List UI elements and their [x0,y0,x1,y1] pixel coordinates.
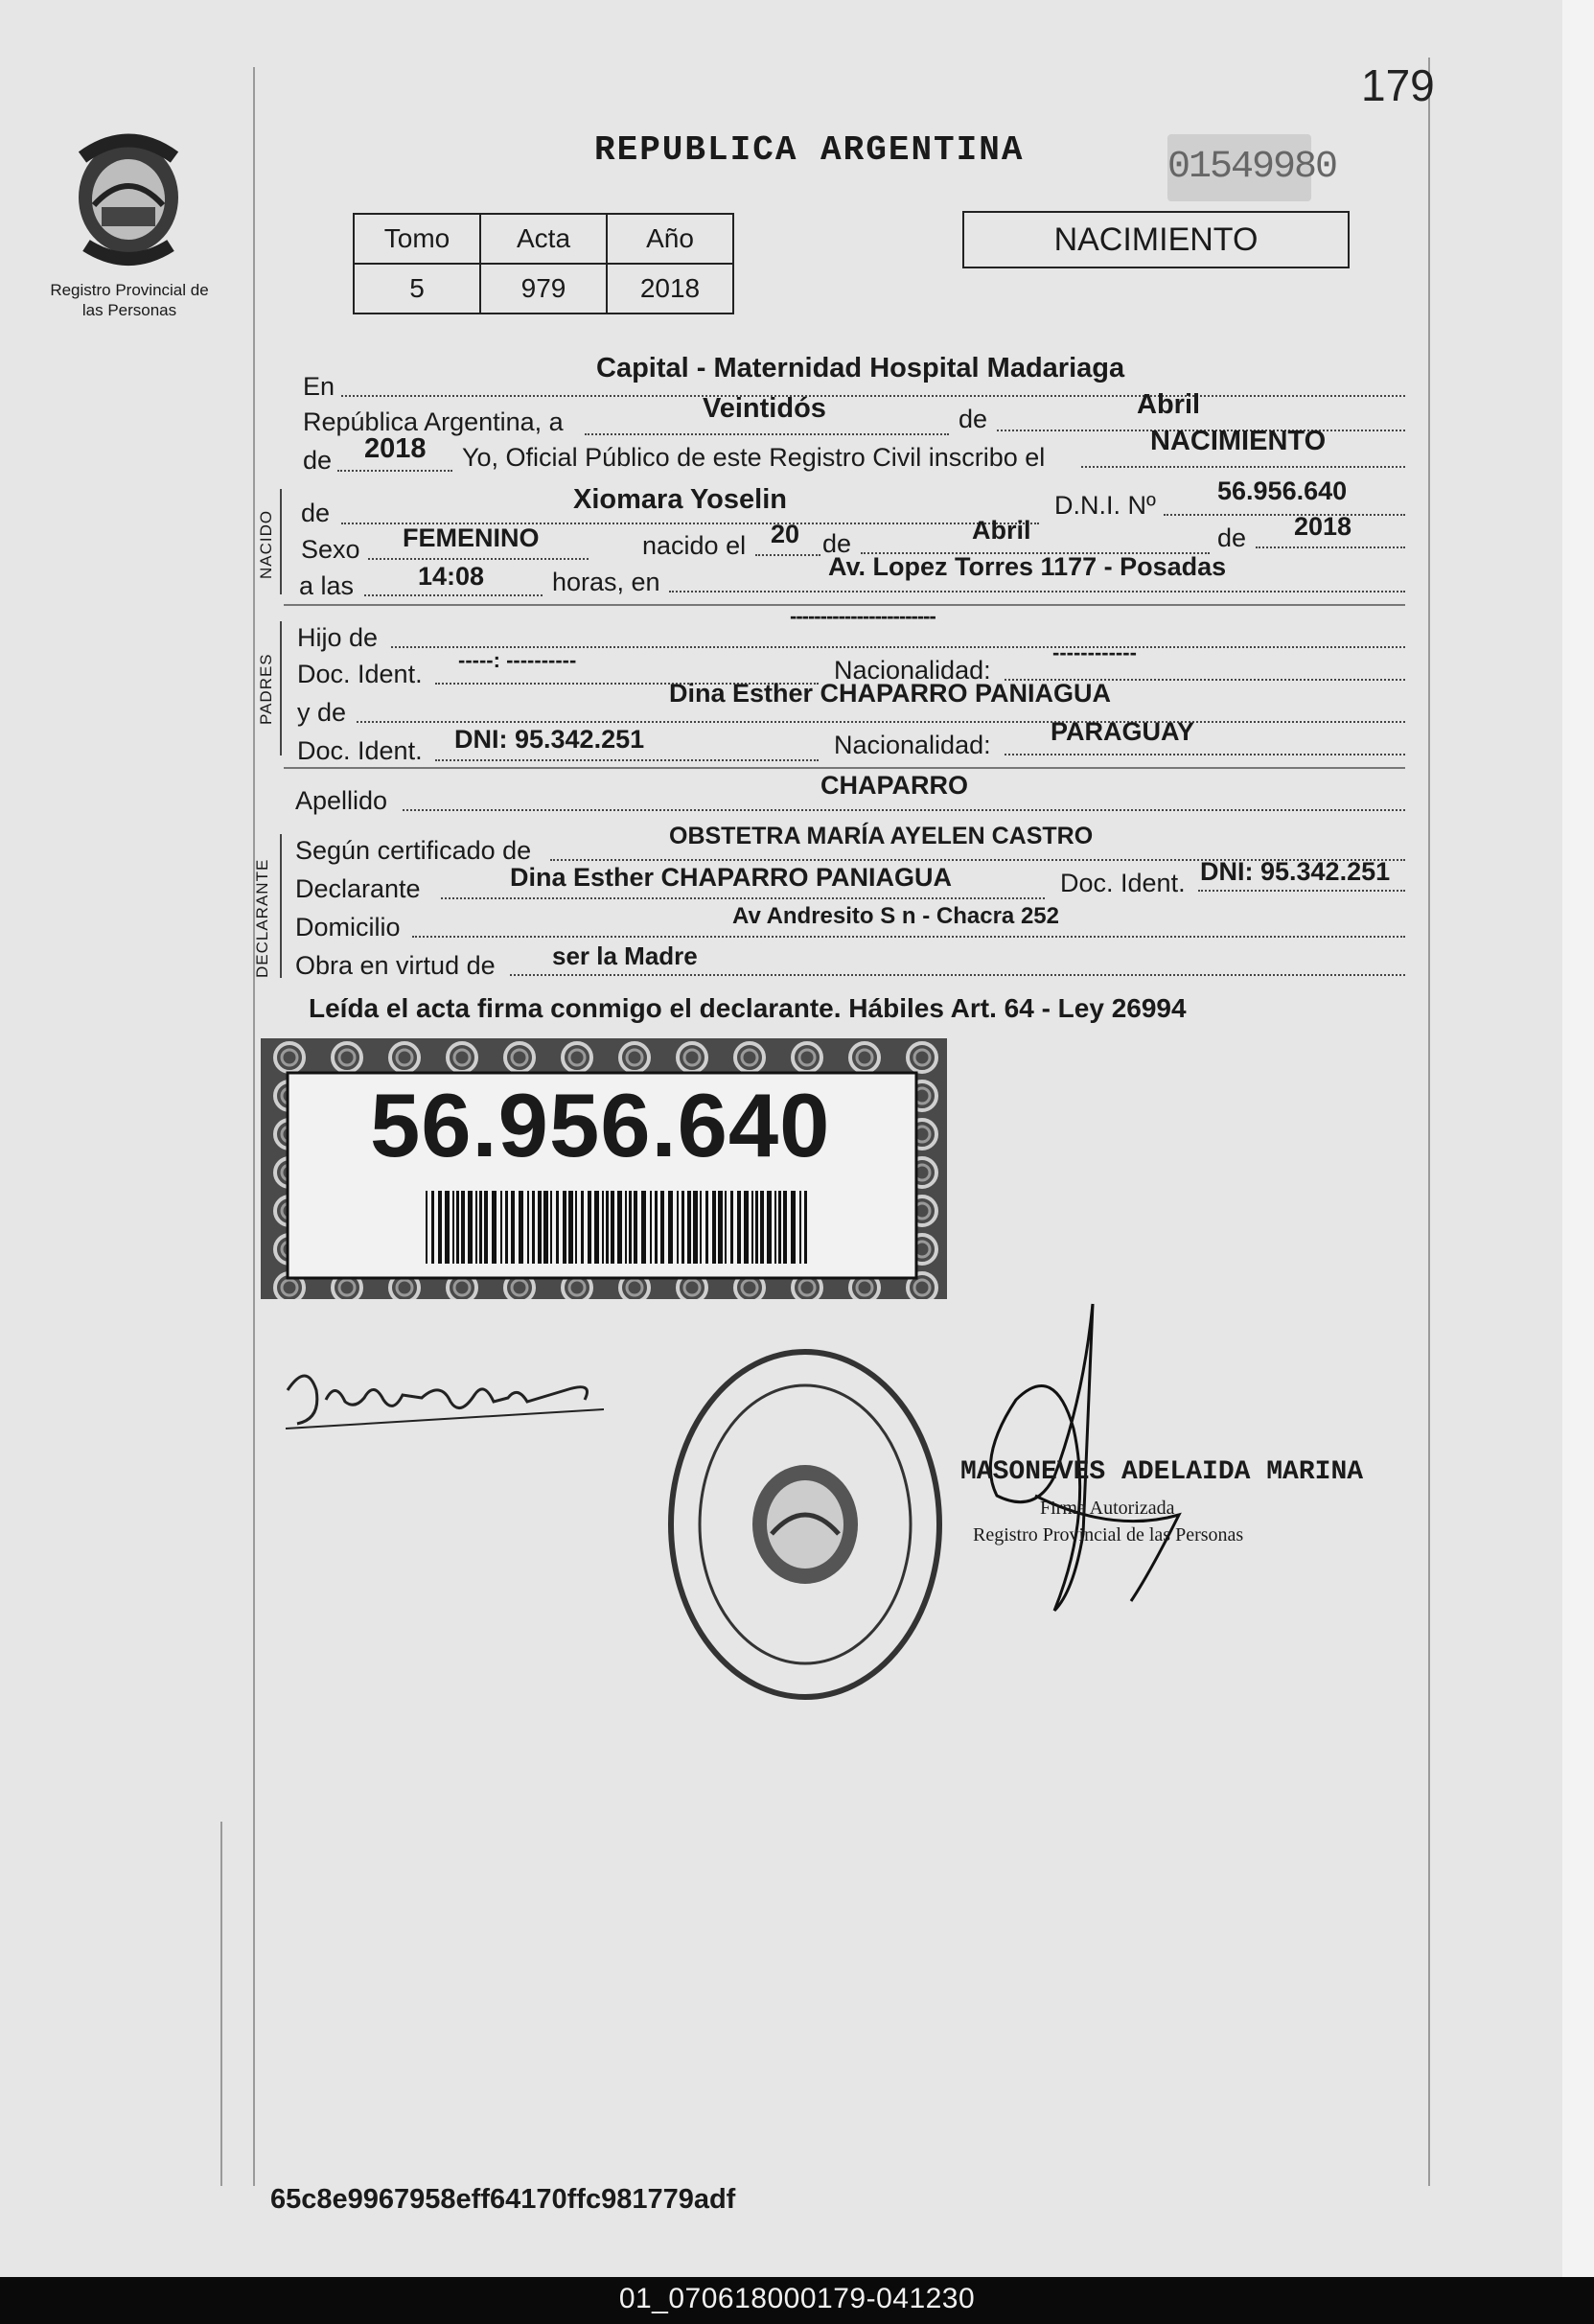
barcode-bar [751,1191,753,1264]
barcode-bar [479,1191,482,1264]
value-tipo: NACIMIENTO [1150,426,1327,456]
barcode-bar [611,1191,614,1264]
province-crest-icon [63,128,194,272]
label-doc-ident-1: Doc. Ident. [297,660,423,688]
barcode-bar [538,1191,542,1264]
barcode-bar [602,1191,604,1264]
officer-title: Firma Autorizada [1040,1498,1175,1519]
dotted-line [337,470,452,472]
header-acta: Acta [480,214,607,264]
value-hora: 14:08 [418,562,485,591]
barcode-bar [617,1191,622,1264]
footer-id: 01_070618000179-041230 [618,2283,976,2314]
document-title: REPUBLICA ARGENTINA [594,130,1025,170]
dotted-line [1164,514,1405,516]
left-margin-line [253,67,255,2186]
left-margin-line-lower [220,1822,222,2186]
barcode-bar [588,1191,591,1264]
barcode-bar [693,1191,698,1264]
value-acta: 979 [480,264,607,314]
barcode-bar [767,1191,772,1264]
label-de-name: de [301,499,331,527]
barcode-bar [730,1191,733,1264]
barcode-bar [505,1191,508,1264]
barcode-bar [563,1191,566,1264]
barcode-bar [641,1191,646,1264]
barcode-bar [744,1191,749,1264]
label-dni: D.N.I. Nº [1054,491,1156,520]
barcode-bar [445,1191,450,1264]
label-doc-ident-3: Doc. Ident. [1060,869,1186,897]
barcode-bar [468,1191,473,1264]
dotted-line [755,554,820,556]
label-sexo: Sexo [301,535,360,564]
barcode-bar [581,1191,584,1264]
barcode-bar [625,1191,627,1264]
barcode-bar [568,1191,573,1264]
record-type-box: NACIMIENTO [962,211,1350,268]
label-declarante: Declarante [295,874,421,903]
barcode-bar [475,1191,477,1264]
dotted-line [357,721,1405,723]
page-edge [1562,0,1594,2277]
header-anio: Año [607,214,733,264]
label-horas-en: horas, en [552,568,660,596]
label-domicilio: Domicilio [295,913,401,941]
barcode-bar [655,1191,658,1264]
barcode-bar [774,1191,776,1264]
label-hijo-de: Hijo de [297,623,379,652]
label-a-las: a las [299,571,355,600]
value-madre-doc: DNI: 95.342.251 [454,725,645,754]
closing-statement: Leída el acta firma conmigo el declarante. Hábiles Art. 64 - Ley 26994 [309,993,1187,1023]
barcode-bar [606,1191,609,1264]
page-number: 179 [1361,60,1435,110]
barcode-bar [778,1191,781,1264]
record-table-values [354,264,733,314]
barcode-bar [543,1191,548,1264]
label-obra: Obra en virtud de [295,951,496,980]
barcode-bar [791,1191,796,1264]
value-madre-nac: PARAGUAY [1051,717,1195,746]
barcode-bar [438,1191,442,1264]
value-anio: 2018 [607,264,733,314]
officer-name: MASONEVES ADELAIDA MARINA [960,1457,1364,1487]
label-de: de [959,405,988,433]
value-padre-doc: -----: ---------- [458,648,577,672]
value-nac-anio: 2018 [1294,512,1352,541]
value-declarante-dom: Av Andresito S n - Chacra 252 [732,903,1059,929]
barcode-bar [804,1191,807,1264]
officer-office: Registro Provincial de las Personas [973,1524,1244,1545]
section-bar-padres [280,621,282,755]
value-tomo: 5 [354,264,480,314]
dotted-line [1005,754,1405,755]
value-certificado: OBSTETRA MARÍA AYELEN CASTRO [669,823,1094,849]
value-apellido: CHAPARRO [820,771,968,800]
dni-number-large: 56.956.640 [370,1075,831,1175]
official-seal-icon [661,1342,949,1707]
label-nacionalidad-2: Nacionalidad: [834,731,991,759]
label-apellido: Apellido [295,786,388,815]
barcode-bar [681,1191,684,1264]
barcode-bar [532,1191,535,1264]
right-margin-line [1428,58,1430,2186]
label-doc-ident-2: Doc. Ident. [297,736,423,765]
label-republica: República Argentina, a [303,407,564,436]
registry-caption: Registro Provincial de las Personas [50,281,209,319]
barcode-bar [705,1191,708,1264]
barcode-bar [500,1191,502,1264]
dotted-line [403,809,1405,811]
label-en: En [303,372,335,401]
barcode-bar [452,1191,454,1264]
barcode-bar [737,1191,741,1264]
value-madre: Dina Esther CHAPARRO PANIAGUA [669,679,1112,708]
barcode-bar [594,1191,599,1264]
value-dia: Veintidós [703,393,826,424]
barcode-bar [629,1191,632,1264]
declarant-signature [278,1342,604,1448]
barcode-bar [783,1191,787,1264]
value-sexo: FEMENINO [403,523,540,552]
label-y-de: y de [297,698,347,727]
barcode-bar [755,1191,758,1264]
record-table [353,213,734,314]
dotted-line [364,594,543,596]
barcode-bar [461,1191,465,1264]
barcode-bar [431,1191,434,1264]
section-bar-nacido [280,489,282,594]
barcode-bar [687,1191,691,1264]
label-nacido-el: nacido el [642,531,747,560]
barcode-bar [426,1191,427,1264]
value-obra: ser la Madre [552,941,698,970]
dotted-line [435,759,819,761]
label-segun: Según certificado de [295,836,532,865]
barcode-bar [718,1191,723,1264]
barcode-bar [492,1191,497,1264]
value-declarante: Dina Esther CHAPARRO PANIAGUA [510,863,953,892]
record-table-header [354,214,733,264]
dotted-line [1081,466,1405,468]
value-padre-nac: ------------ [1052,640,1137,664]
section-label-nacido: NACIDO [257,509,275,579]
barcode-bar [527,1191,529,1264]
value-nac-mes: Abril [972,516,1031,545]
section-label-declarante: DECLARANTE [253,858,271,978]
dotted-line [1198,890,1405,892]
value-mes: Abril [1137,389,1201,420]
barcode-bar [668,1191,673,1264]
barcode-bar [484,1191,488,1264]
barcode-bar [550,1191,552,1264]
value-anio: 2018 [364,433,427,464]
label-de-year: de [303,446,333,475]
barcode-bar [650,1191,652,1264]
value-padre: ------------------------ [790,604,936,628]
dotted-line [585,433,949,435]
value-lugar: Capital - Maternidad Hospital Madariaga [596,353,1125,383]
dotted-line [368,558,589,560]
label-de3: de [1217,523,1247,552]
barcode-bar [456,1191,459,1264]
dotted-line [510,974,1405,976]
value-domicilio-nac: Av. Lopez Torres 1177 - Posadas [828,552,1227,581]
barcode-bar [725,1191,727,1264]
value-nac-dia: 20 [771,520,800,548]
barcode-bar [511,1191,515,1264]
dotted-line [1256,546,1405,548]
value-dni: 56.956.640 [1217,476,1348,505]
barcode-bar [712,1191,716,1264]
dotted-line [441,897,1045,899]
header-tomo: Tomo [354,214,480,264]
value-declarante-doc: DNI: 95.342.251 [1200,857,1391,886]
barcode-bar [760,1191,764,1264]
barcode-bar [799,1191,801,1264]
barcode-bar [556,1191,559,1264]
label-nacionalidad-1: Nacionalidad: [834,656,991,685]
footer-bar [0,2277,1594,2324]
barcode-bar [519,1191,523,1264]
serial-number: 01549980 [1167,134,1311,201]
barcode-bar [677,1191,679,1264]
section-divider [284,767,1405,769]
dotted-line [412,936,1405,938]
label-oficial: Yo, Oficial Público de este Registro Civil inscribo el [462,443,1046,472]
barcode-bar [575,1191,577,1264]
dotted-line [669,591,1405,593]
section-bar-declarante [280,834,282,978]
barcode-bar [634,1191,637,1264]
barcode-bar [660,1191,664,1264]
barcode-bar [700,1191,702,1264]
section-label-padres: PADRES [257,653,275,725]
value-nombre: Xiomara Yoselin [573,484,787,515]
document-hash: 65c8e9967958eff64170ffc981779adf [270,2184,736,2215]
barcode-icon [426,1191,813,1267]
label-de2: de [822,529,852,558]
dotted-line [341,395,1405,397]
